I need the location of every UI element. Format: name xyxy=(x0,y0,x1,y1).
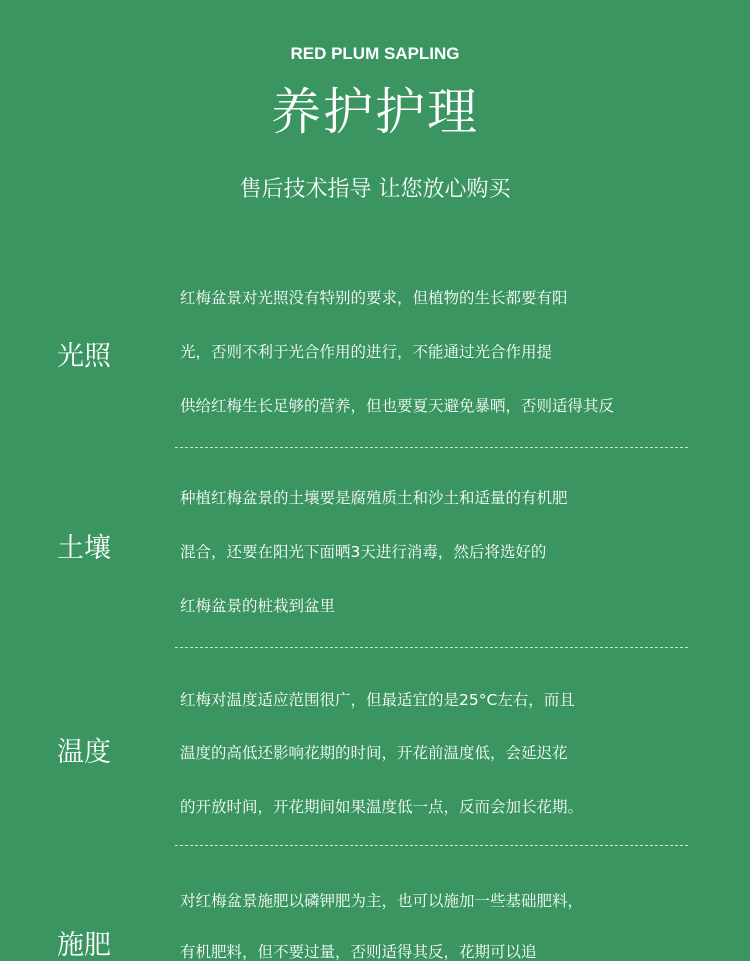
section-text-line: 红梅对温度适应范围很广，但最适宜的是25°C左右，而且 xyxy=(180,691,575,709)
section-text-line: 有机肥料，但不要过量，否则适得其反，花期可以追 xyxy=(180,943,537,961)
page-title: 养护护理 xyxy=(271,83,479,141)
section-text-line: 对红梅盆景施肥以磷钾肥为主，也可以施加一些基础肥料， xyxy=(180,892,584,910)
section-text-line: 红梅盆景的桩栽到盆里 xyxy=(180,597,336,615)
section-label-fertilizer: 施肥 xyxy=(57,930,111,961)
section-label-light: 光照 xyxy=(57,341,111,372)
section-text-line: 供给红梅生长足够的营养，但也要夏天避免暴晒，否则适得其反 xyxy=(180,397,615,415)
dashed-divider xyxy=(175,447,688,448)
section-text-line: 光，否则不利于光合作用的进行，不能通过光合作用提 xyxy=(180,343,553,361)
dashed-divider xyxy=(175,845,688,846)
english-title: RED PLUM SAPLING xyxy=(290,44,460,63)
section-text-line: 温度的高低还影响花期的时间，开花前温度低，会延迟花 xyxy=(180,744,568,762)
dashed-divider xyxy=(175,647,688,648)
section-text-line: 混合，还要在阳光下面晒3天进行消毒，然后将选好的 xyxy=(180,543,547,561)
section-text-line: 红梅盆景对光照没有特别的要求，但植物的生长都要有阳 xyxy=(180,289,568,307)
section-text-line: 种植红梅盆景的土壤要是腐殖质土和沙土和适量的有机肥 xyxy=(180,489,568,507)
section-text-line: 的开放时间，开花期间如果温度低一点，反而会加长花期。 xyxy=(180,798,584,816)
section-label-temperature: 温度 xyxy=(57,737,111,768)
section-label-soil: 土壤 xyxy=(57,533,111,564)
page-subtitle: 售后技术指导 让您放心购买 xyxy=(239,177,511,202)
